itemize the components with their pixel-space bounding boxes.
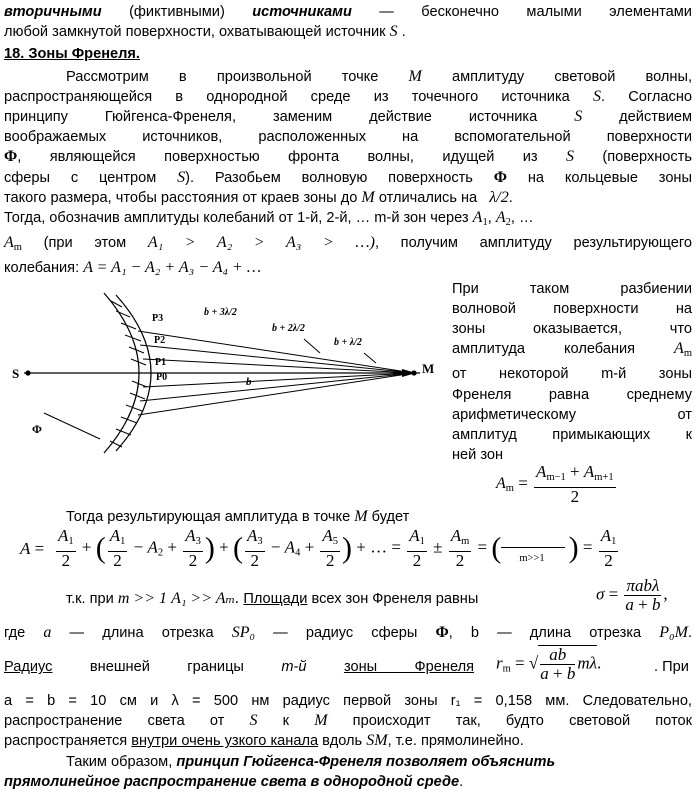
am-formula: $A_m$ = $\frac{A_{m-1} + A_{m+1}}{2}$	[496, 461, 614, 506]
label-b1: b + λ/2	[334, 336, 362, 348]
para1-line-9	[4, 233, 692, 258]
para1-text: ). Разобьем волновую поверхность	[185, 169, 473, 186]
result-line-1	[4, 507, 692, 527]
result-text: происходит так, будто световой поток	[352, 713, 692, 730]
symbol-a1: $A_1$	[472, 209, 488, 229]
symbol-a2: $A_2$	[495, 209, 511, 229]
symbol-phi: Φ	[4, 148, 18, 166]
symbol-m: M	[361, 188, 375, 206]
symbol-s: S	[177, 168, 186, 186]
symbol-p0m: P₀M	[659, 623, 688, 641]
zones-term: зоны Френеля	[343, 659, 474, 676]
result-text: т.к. при	[66, 590, 114, 607]
section-title: 18. Зоны Френеля.	[4, 46, 140, 63]
conclusion-emphasis: прямолинейное распространение света в однородной среде	[4, 773, 460, 790]
ray-p3-lower	[138, 373, 414, 415]
para1-text: . Согласно	[601, 88, 693, 105]
para1-line-1	[4, 67, 692, 87]
label-b2: b + 2λ/2	[272, 322, 305, 334]
para1-text: воображаемых источников, расположенных на вспомогательной поверхности	[4, 129, 692, 146]
intro-term-sources: источниками	[252, 4, 352, 20]
arrow-m	[402, 369, 416, 377]
para1-text: на кольцевые зоны	[527, 169, 692, 186]
numeric-example: a = b = 10 см и λ = 500 нм радиус первой зоны r₁ = 0,158 мм. Следовательно,	[4, 693, 692, 710]
para1-line-4	[4, 127, 692, 147]
para1-line-2	[4, 87, 692, 107]
label-m: M	[422, 360, 435, 376]
conclusion-emphasis: принцип Гюйгенса-Френеля позволяет объяснить	[176, 753, 556, 770]
side-line: Френеля равна среднему	[452, 386, 692, 403]
pointer-phi	[44, 413, 100, 439]
symbol-am: $A_m$	[674, 340, 692, 360]
lambda-half: λ/2	[489, 188, 509, 206]
para1-text: такого размера, чтобы расстояния от краев зоны до	[4, 189, 358, 206]
result-text: — длина отрезка	[69, 624, 214, 641]
numeric-line	[4, 691, 692, 711]
radius-term: Радиус	[4, 659, 53, 676]
result-text: Таким образом,	[66, 753, 173, 770]
symbol-s: S	[389, 23, 398, 41]
intro-text: — бесконечно малыми элементами	[379, 4, 692, 20]
total-amplitude-formula	[4, 527, 692, 577]
pointer-b1	[364, 353, 376, 363]
wavefront-hatching	[110, 301, 147, 447]
symbol-phi: Φ	[493, 168, 508, 186]
intro-term-secondary: вторичными	[4, 4, 102, 20]
symbol-s: S	[593, 87, 601, 105]
areas-term: Площади	[243, 590, 308, 607]
para1-text: , получим амплитуду результирующего	[374, 235, 693, 252]
result-text: к	[282, 713, 290, 730]
result-text: будет	[371, 508, 410, 525]
side-line: амплитуд примыкающих к	[452, 427, 692, 444]
para1-text: распространяющейся в однородной среде из точечного источника	[4, 88, 570, 105]
point-s	[25, 370, 30, 375]
label-b3: b + 3λ/2	[204, 306, 237, 318]
result-text: . При	[654, 659, 689, 676]
pointer-b2	[304, 339, 320, 353]
result-text: Тогда результирующая амплитуда в точке	[66, 508, 351, 525]
ray-p2-lower	[140, 373, 414, 401]
para1-text: , являющейся поверхностью фронта волны, идущей из	[17, 149, 538, 166]
sum-formula: A = A₁ − A₂ + A₃ − A₄ + …	[83, 259, 262, 277]
amplitude-ratio: A₁ >> Aₘ.	[171, 589, 240, 607]
symbol-s: S	[574, 108, 583, 126]
para1-text: принципу Гюйгенса-Френеля, заменим действие источника	[4, 109, 538, 126]
radius-formula: $r_m$ = √ $\frac{ab}{a + b}$ mλ.	[496, 645, 602, 684]
symbol-sm: SM	[366, 732, 388, 750]
intro-line-2: любой замкнутой поверхности, охватывающей источник S .	[4, 23, 406, 41]
page	[4, 2, 692, 792]
am-formula-row	[4, 463, 692, 507]
intro-line-1	[4, 2, 692, 22]
para1-text: отличались на	[378, 189, 478, 206]
figure-row	[4, 279, 692, 463]
side-line: При таком разбиении	[452, 280, 692, 297]
label-p0: P0	[156, 371, 168, 383]
side-text-span: амплитуда колебания	[452, 341, 636, 358]
result-text: m-й	[281, 659, 307, 676]
label-phi: Φ	[32, 421, 42, 436]
symbol-a: a	[43, 623, 52, 641]
conclusion-line-2	[4, 772, 692, 792]
areas-text: т.к. при m >> 1 A₁ >> Aₘ. Площади всех зон Френеля равны	[66, 589, 479, 607]
intro-text-2: любой замкнутой поверхности, охватывающей источник	[4, 24, 386, 41]
amplitude-condition: A₁ > A₂ > A₃ > …)	[147, 234, 375, 252]
symbol-sp0: SP₀	[231, 623, 256, 641]
symbol-s: S	[249, 712, 258, 730]
para1-line-3	[4, 107, 692, 127]
label-s: S	[12, 365, 20, 381]
narrow-channel-term: внутри очень узкого канала	[131, 733, 319, 750]
side-line: арифметическому от	[452, 406, 692, 423]
para1-line-10	[4, 258, 692, 278]
side-line: зоны оказывается, что	[452, 321, 692, 338]
propagation-line	[4, 711, 692, 731]
para1-text: (поверхность	[602, 149, 692, 166]
label-b: b	[246, 375, 252, 388]
areas-row	[4, 577, 692, 623]
para1-text: (при этом	[43, 235, 127, 252]
result-text: , b — длина отрезка	[448, 624, 642, 641]
result-text: внешней границы	[89, 659, 244, 676]
side-line: волновой поверхности на	[452, 300, 692, 317]
para1-text: колебания:	[4, 260, 80, 277]
result-text: .	[459, 773, 464, 790]
result-text: — радиус сферы	[273, 624, 418, 641]
para1-text: сферы с центром	[4, 169, 157, 186]
limit-condition: m>>1	[519, 553, 545, 565]
symbol-am: $A_m$	[4, 234, 22, 254]
para1-text: амплитуду световой волны,	[452, 68, 692, 85]
symbol-m: M	[354, 507, 368, 525]
para1-text: Рассмотрим в произвольной точке	[66, 68, 379, 85]
result-text: распространяется	[4, 733, 128, 750]
result-text: вдоль	[322, 733, 363, 750]
radius-row	[4, 643, 692, 691]
ray-p3-upper	[138, 331, 414, 373]
symbol-m: M	[408, 67, 422, 85]
side-line	[452, 339, 692, 364]
side-line: от некоторой m-й зоны	[452, 366, 692, 383]
label-p2: P2	[154, 334, 166, 346]
para1-text: Тогда, обозначив амплитуды колебаний от 1-й, 2-й, … m-й зон через	[4, 210, 469, 227]
side-text	[452, 279, 692, 466]
para1-text: действием	[619, 109, 692, 126]
conclusion-line-1	[4, 752, 692, 772]
ray-p2-upper	[140, 345, 414, 373]
result-text: всех зон Френеля равны	[311, 590, 479, 607]
side-line: ней зон	[452, 447, 504, 464]
label-p3: P3	[152, 312, 164, 324]
label-p1: P1	[155, 356, 167, 368]
result-text: где	[4, 624, 26, 641]
result-text: , т.е. прямолинейно.	[387, 733, 524, 750]
symbol-s: S	[566, 148, 575, 166]
radius-text	[4, 657, 474, 677]
symbol-m: M	[314, 712, 328, 730]
para1-line-5	[4, 147, 692, 167]
para1-line-6	[4, 168, 692, 188]
area-formula: σ = $\frac{\text{πabλ}}{a + b}$ ,	[596, 575, 668, 614]
para1-line-8: Тогда, обозначив амплитуды колебаний от 1-й, 2-й, … m-й зон через $A_1$, $A_2$, …	[4, 209, 534, 229]
result-text: распространение света от	[4, 713, 225, 730]
formula-lhs: A =	[20, 538, 45, 558]
fresnel-zone-diagram	[4, 281, 444, 463]
ray-p1-lower	[143, 373, 414, 387]
symbol-phi: Φ	[435, 623, 449, 641]
intro-term-fictive: (фиктивными)	[129, 4, 225, 20]
definitions-line: где a — длина отрезка SP₀ — радиус сферы Φ, b — длина отрезка P₀M.	[4, 623, 693, 641]
formula-terms: $\frac{A_1}{2}$ + ( $\frac{A_1}{2}$ − $A_2$ + $\frac{A_3}{2}$ ) + ( $\frac{A_3}{2}$ − $A_4$ + $\frac{A_5}{2}$ ) + … = $\frac{A_1}{2}$ ± $\frac{A_m}{2}$ = ( $_{m>>1}$ ) = $\frac{A_1}{2}$	[58, 525, 617, 570]
para1-line-7: такого размера, чтобы расстояния от краев зоны до M отличались на λ/2.	[4, 188, 513, 206]
